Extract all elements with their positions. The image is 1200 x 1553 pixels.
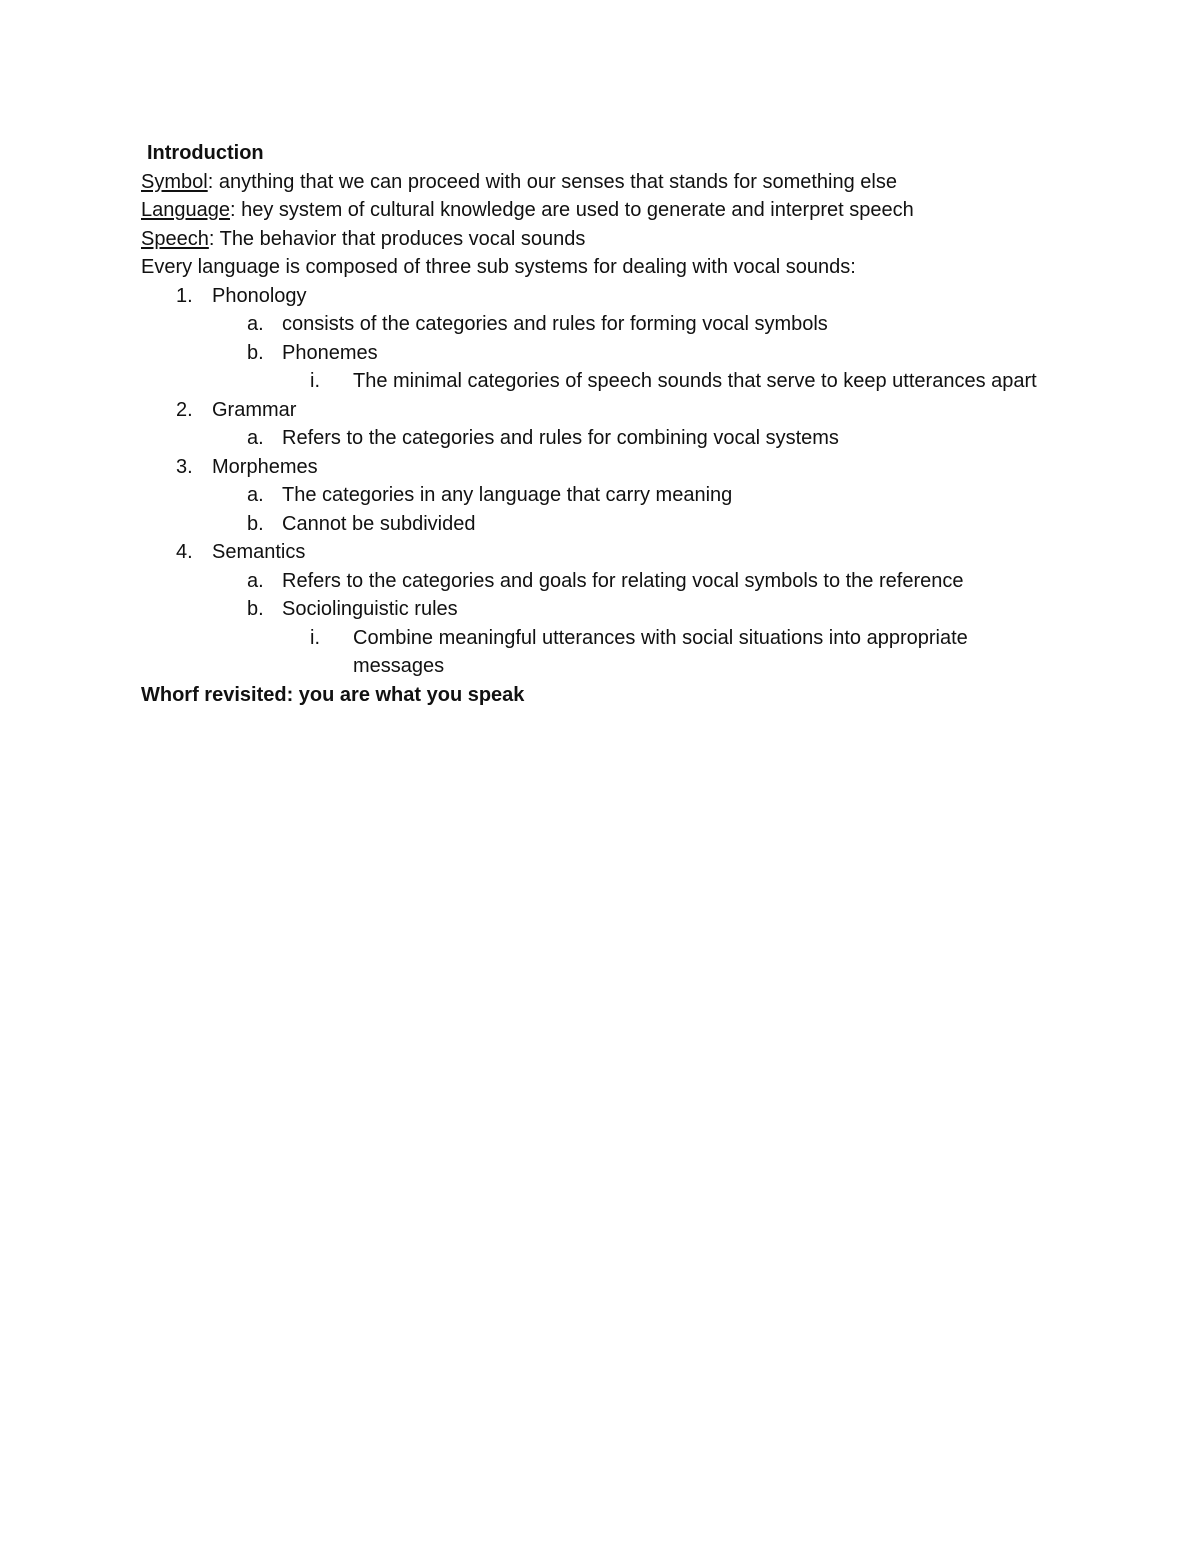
list-item-text: consists of the categories and rules for forming vocal symbols (282, 313, 828, 335)
list-item-text: Refers to the categories and rules for combining vocal systems (282, 427, 839, 449)
definition-text: : anything that we can proceed with our senses that stands for something else (207, 170, 897, 193)
list-item-text: Phonemes (282, 341, 378, 364)
list-item-text: Morphemes (212, 455, 318, 478)
list-item-text: Sociolinguistic rules (282, 598, 458, 620)
definition-speech (141, 225, 1061, 254)
list-item (141, 282, 1061, 311)
list-item (141, 424, 1061, 453)
list-item (141, 567, 1061, 596)
list-item (141, 481, 1061, 510)
list-marker: b. (247, 341, 264, 364)
definition-language (141, 196, 1061, 225)
list-marker: 2. (176, 398, 193, 421)
list-item-text: The minimal categories of speech sounds that serve to keep utterances apart (353, 370, 1037, 392)
list-item (141, 367, 1061, 396)
definition-term: Speech (141, 227, 209, 250)
intro-sentence: Every language is composed of three sub systems for dealing with vocal sounds: (141, 256, 856, 278)
list-item (141, 595, 1061, 624)
list-item-text: The categories in any language that carry meaning (282, 484, 733, 506)
list-item-text: Grammar (212, 398, 297, 421)
list-marker: 1. (176, 284, 193, 307)
list-item (141, 453, 1061, 482)
definition-term: Language (141, 199, 230, 221)
list-marker: b. (247, 512, 264, 535)
list-item-text: Phonology (212, 284, 307, 307)
list-marker: b. (247, 598, 264, 620)
list-item (141, 310, 1061, 339)
section-heading: Introduction (147, 142, 264, 164)
definition-text: : hey system of cultural knowledge are used to generate and interpret speech (229, 199, 914, 221)
list-marker: i. (310, 626, 320, 649)
list-marker: a. (247, 427, 264, 449)
list-marker: a. (247, 569, 264, 592)
definition-symbol (141, 168, 1061, 197)
list-marker: a. (247, 484, 264, 506)
document-body (141, 139, 1061, 709)
list-item (141, 396, 1061, 425)
list-marker: i. (310, 370, 320, 392)
list-item (141, 624, 1061, 681)
list-item-text: Cannot be subdivided (282, 512, 476, 535)
definition-text: : The behavior that produces vocal sounds (208, 227, 586, 250)
list-item (141, 510, 1061, 539)
list-item (141, 339, 1061, 368)
list-marker: 4. (176, 541, 193, 563)
list-item (141, 538, 1061, 567)
list-item-text: Refers to the categories and goals for relating vocal symbols to the reference (282, 569, 964, 592)
list-item-text: Semantics (212, 541, 306, 563)
list-marker: a. (247, 313, 264, 335)
definition-term: Symbol (141, 170, 208, 193)
closing-heading: Whorf revisited: you are what you speak (141, 683, 525, 706)
list-marker: 3. (176, 455, 193, 478)
list-item-text: Combine meaningful utterances with social situations into appropriate messages (353, 626, 968, 677)
